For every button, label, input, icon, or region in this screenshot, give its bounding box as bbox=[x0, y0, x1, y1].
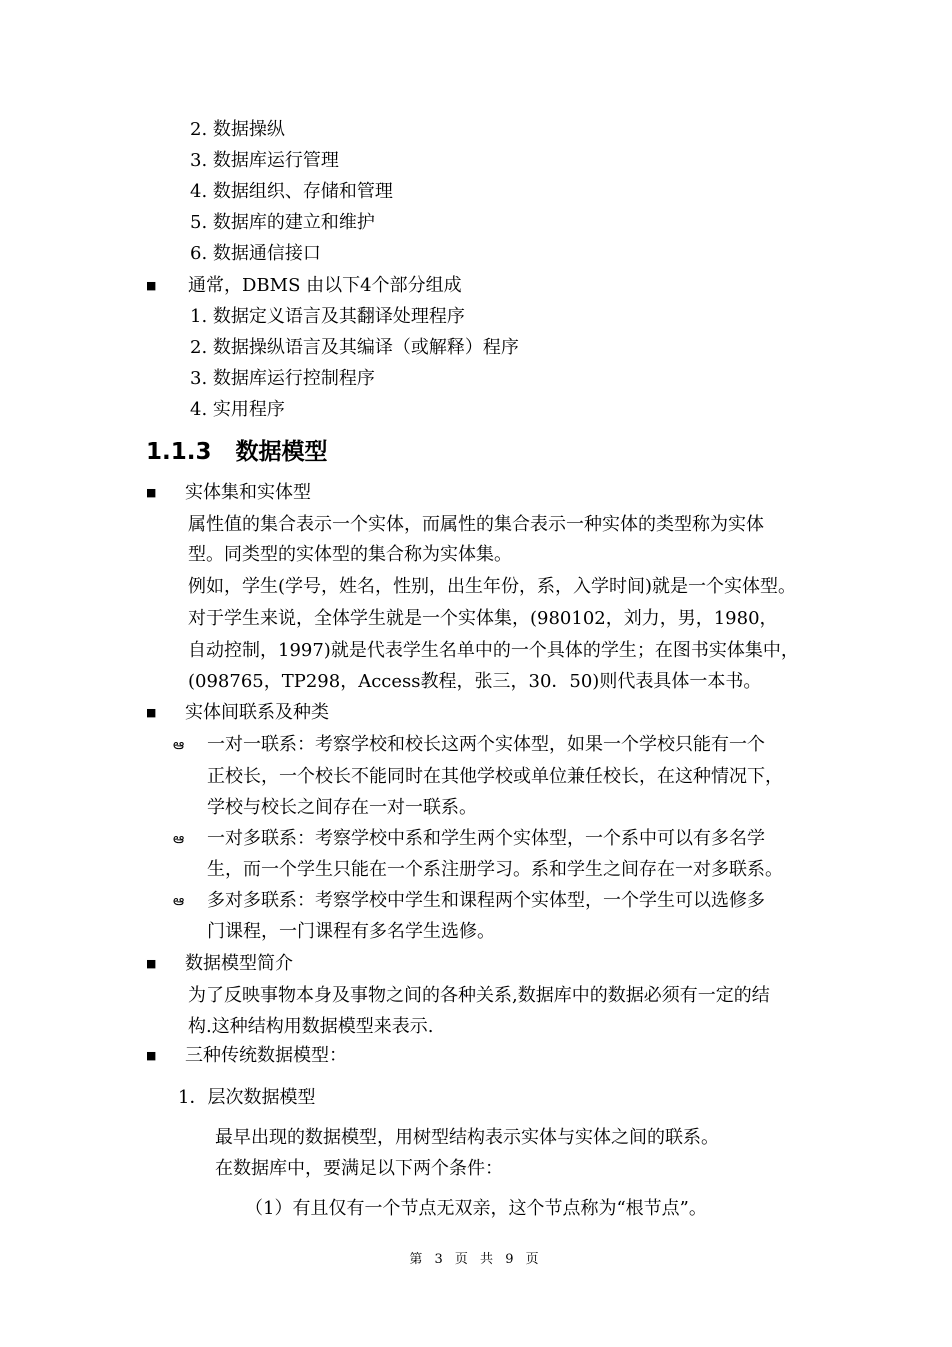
entity-para-line: 自动控制，1997)就是代表学生名单中的一个具体的学生；在图书实体集中， bbox=[188, 640, 799, 661]
hier-para-line: 在数据库中，要满足以下两个条件： bbox=[215, 1158, 503, 1179]
model-bullet: 数据模型简介 bbox=[185, 953, 293, 974]
function-item-6: 6. 数据通信接口 bbox=[190, 243, 321, 264]
swirl-bullet-icon: ఆ bbox=[173, 831, 185, 847]
components-bullet: 通常，DBMS 由以下4个部分组成 bbox=[188, 275, 462, 296]
square-bullet-icon: ■ bbox=[146, 486, 157, 499]
relation-one-to-one: 正校长，一个校长不能同时在其他学校或单位兼任校长，在这种情况下， bbox=[207, 766, 783, 787]
square-bullet-icon: ■ bbox=[146, 706, 157, 719]
function-item-4: 4. 数据组织、存储和管理 bbox=[190, 181, 393, 202]
square-bullet-icon: ■ bbox=[146, 1049, 157, 1062]
section-number: 1.1.3 bbox=[146, 439, 212, 465]
component-item-1: 1. 数据定义语言及其翻译处理程序 bbox=[190, 306, 465, 327]
entity-para-line: 例如，学生(学号，姓名，性别，出生年份，系，入学时间)就是一个实体型。 bbox=[188, 576, 797, 597]
component-item-4: 4. 实用程序 bbox=[190, 399, 285, 420]
hier-para-line: 最早出现的数据模型，用树型结构表示实体与实体之间的联系。 bbox=[215, 1127, 719, 1148]
swirl-bullet-icon: ఆ bbox=[173, 737, 185, 753]
hier-condition: （1）有且仅有一个节点无双亲，这个节点称为“根节点”。 bbox=[245, 1198, 707, 1219]
section-heading bbox=[146, 437, 328, 467]
square-bullet-icon: ■ bbox=[146, 279, 157, 292]
entity-para-line: (098765，TP298，Access教程，张三，30．50)则代表具体一本书。 bbox=[188, 671, 762, 692]
page-footer: 第 3 页 共 9 页 bbox=[409, 1252, 543, 1267]
function-item-5: 5. 数据库的建立和维护 bbox=[190, 212, 375, 233]
component-item-3: 3. 数据库运行控制程序 bbox=[190, 368, 375, 389]
entity-bullet: 实体集和实体型 bbox=[185, 482, 311, 503]
relation-one-to-many: 一对多联系：考察学校中系和学生两个实体型，一个系中可以有多名学 bbox=[207, 828, 765, 849]
relation-many-to-many: 门课程，一门课程有多名学生选修。 bbox=[207, 921, 495, 942]
function-item-2: 2. 数据操纵 bbox=[190, 119, 285, 140]
relation-one-to-many: 生，而一个学生只能在一个系注册学习。系和学生之间存在一对多联系。 bbox=[207, 859, 783, 880]
swirl-bullet-icon: ఆ bbox=[173, 893, 185, 909]
entity-para-line: 属性值的集合表示一个实体，而属性的集合表示一种实体的类型称为实体 bbox=[188, 514, 764, 535]
square-bullet-icon: ■ bbox=[146, 957, 157, 970]
function-item-3: 3. 数据库运行管理 bbox=[190, 150, 339, 171]
traditional-bullet: 三种传统数据模型： bbox=[185, 1045, 347, 1066]
relation-one-to-one: 一对一联系：考察学校和校长这两个实体型，如果一个学校只能有一个 bbox=[207, 734, 765, 755]
model-para-line: 为了反映事物本身及事物之间的各种关系,数据库中的数据必须有一定的结 bbox=[188, 985, 770, 1006]
hier-title: 1．层次数据模型 bbox=[178, 1087, 316, 1108]
model-para-line: 构.这种结构用数据模型来表示. bbox=[188, 1016, 434, 1037]
relation-bullet: 实体间联系及种类 bbox=[185, 702, 329, 723]
entity-para-line: 型。同类型的实体型的集合称为实体集。 bbox=[188, 544, 512, 565]
section-title: 数据模型 bbox=[235, 439, 328, 465]
component-item-2: 2. 数据操纵语言及其编译（或解释）程序 bbox=[190, 337, 519, 358]
entity-para-line: 对于学生来说，全体学生就是一个实体集，(980102，刘力，男，1980， bbox=[188, 608, 778, 629]
relation-one-to-one: 学校与校长之间存在一对一联系。 bbox=[207, 797, 477, 818]
relation-many-to-many: 多对多联系：考察学校中学生和课程两个实体型，一个学生可以选修多 bbox=[207, 890, 765, 911]
